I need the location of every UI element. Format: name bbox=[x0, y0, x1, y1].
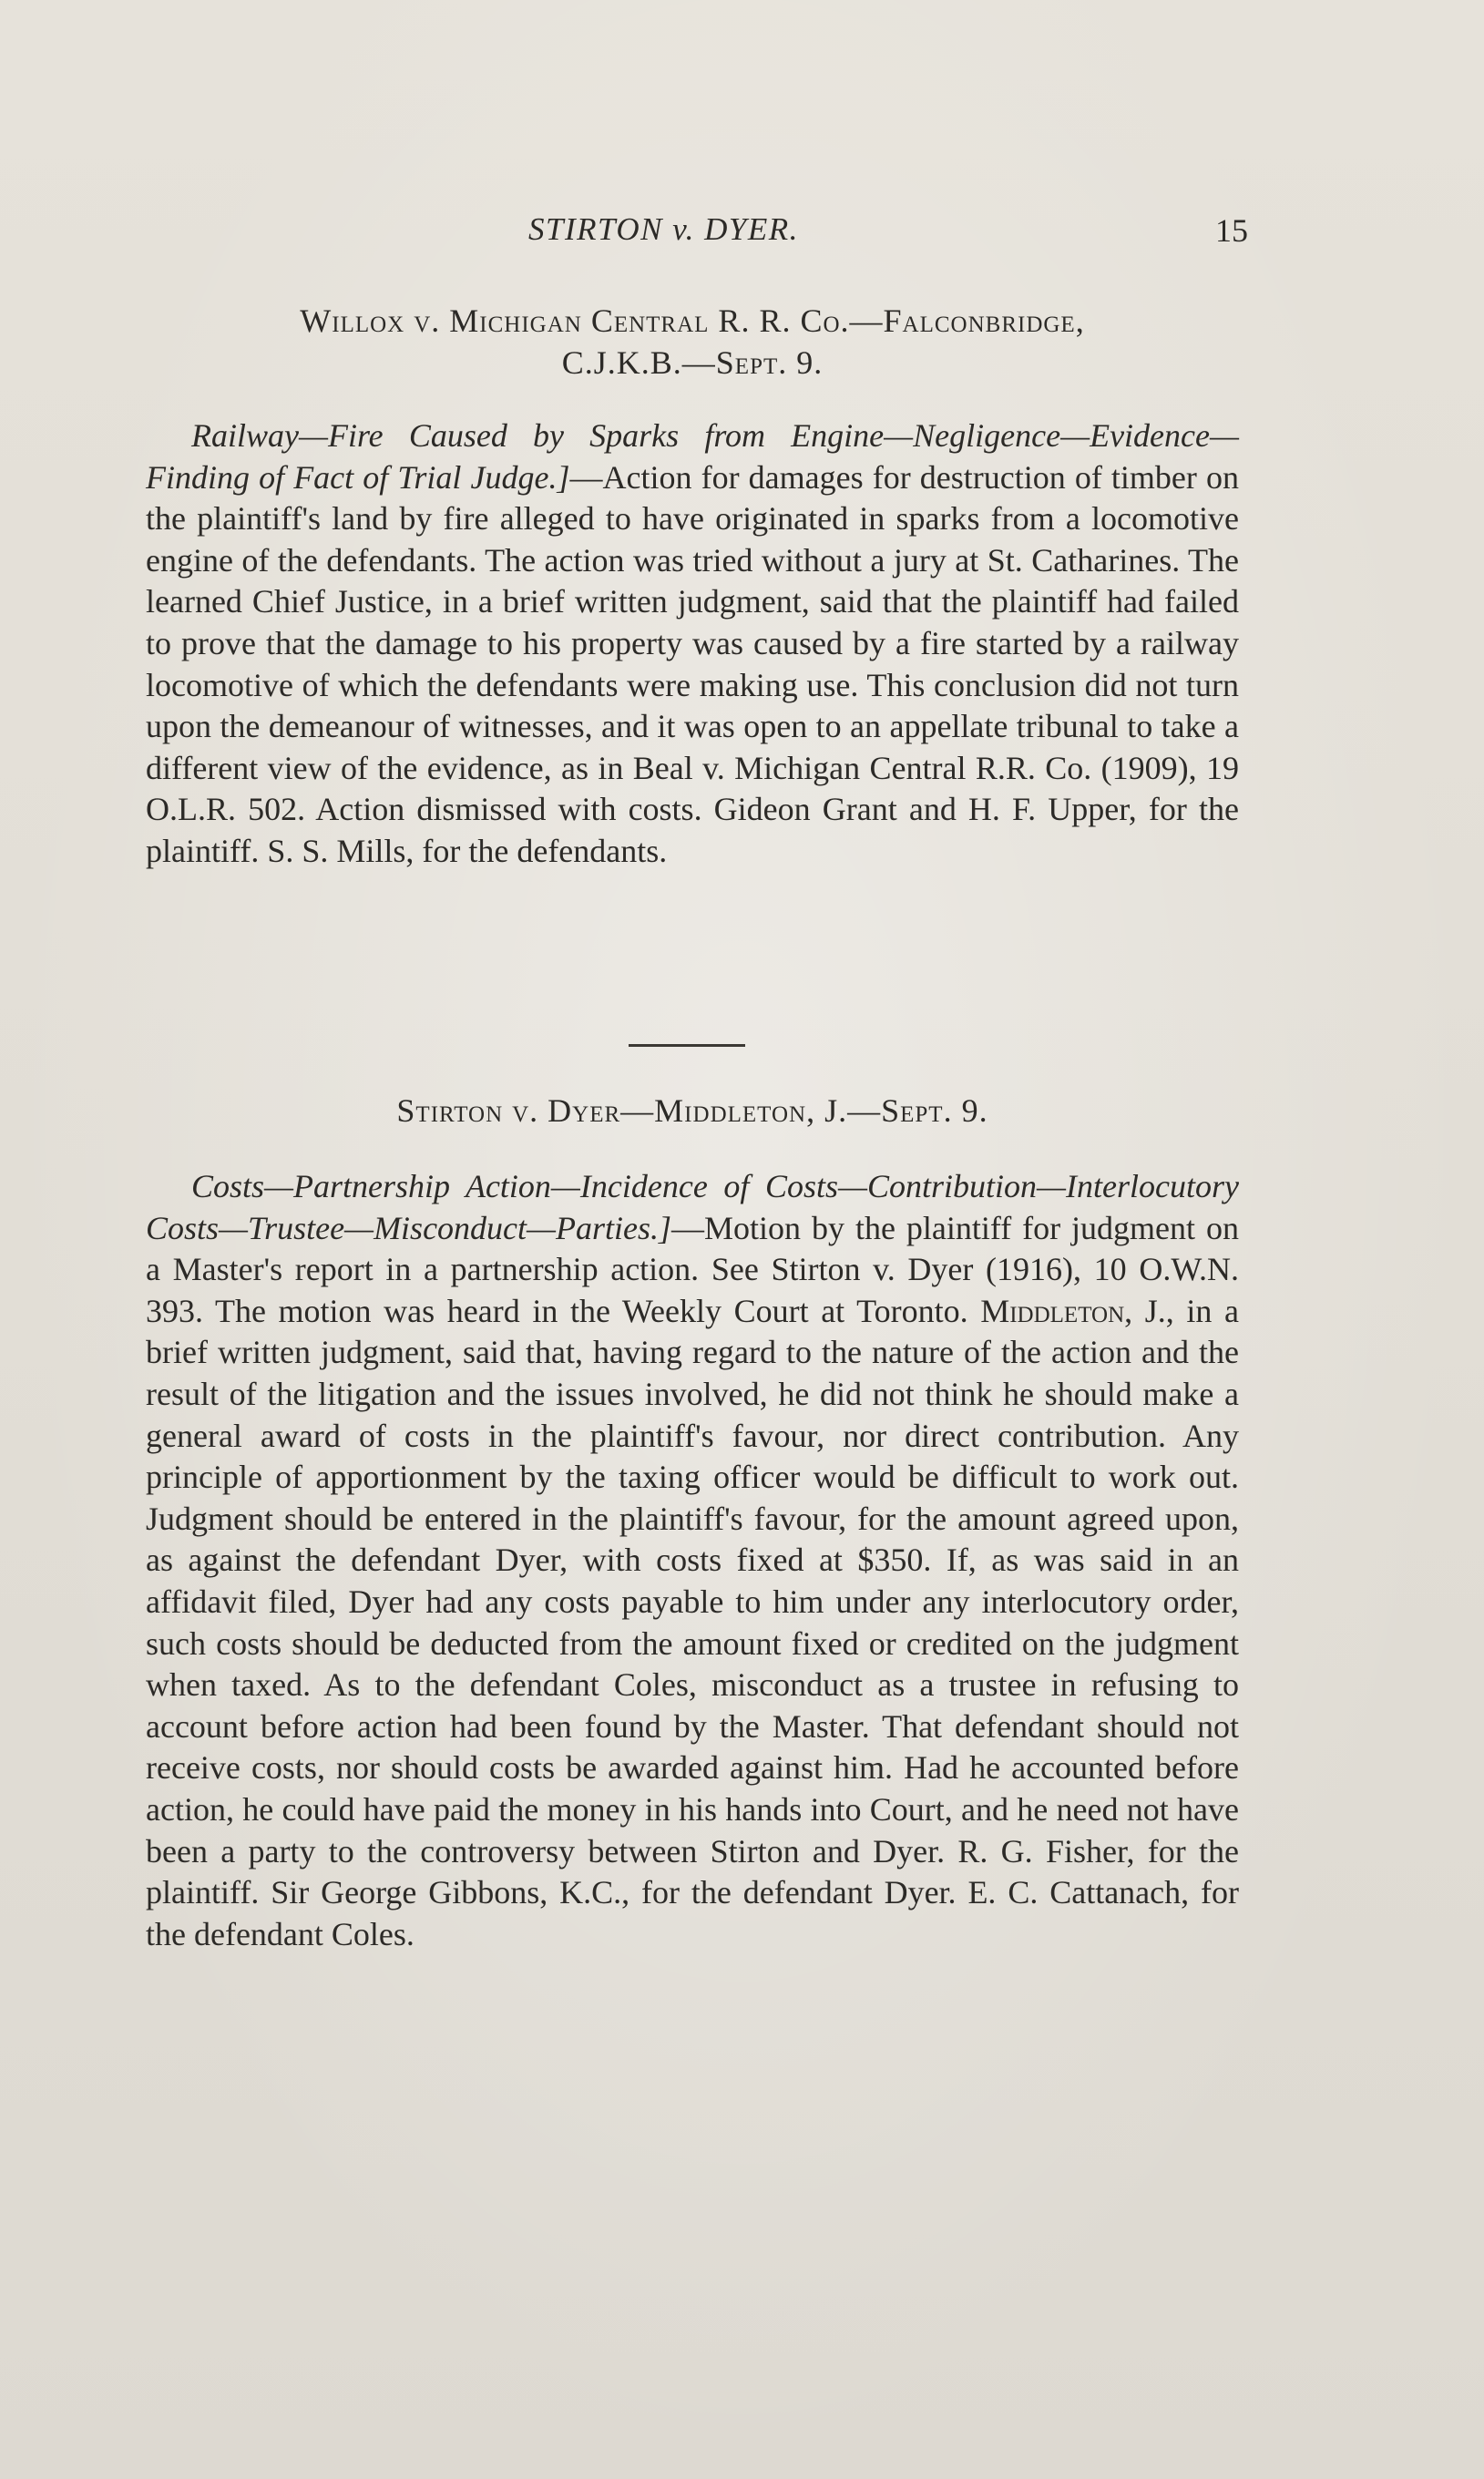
case-heading-line: C.J.K.B.—Sept. 9. bbox=[561, 343, 824, 381]
case-report-stirton bbox=[146, 1166, 1239, 1955]
case-report-willox bbox=[146, 415, 1239, 873]
case-heading-willox bbox=[146, 301, 1239, 384]
running-title: STIRTON v. DYER. bbox=[528, 211, 799, 247]
catchwords: Railway—Fire Caused by Sparks from Engine—Negligence—Evidence—Finding of Fact of Trial Judge.] bbox=[146, 417, 1239, 496]
case-heading-line: Stirton v. Dyer—Middleton, J.—Sept. 9. bbox=[396, 1092, 988, 1129]
page-number: 15 bbox=[1215, 212, 1248, 249]
case-heading-line: Willox v. Michigan Central R. R. Co.—Falconbridge, bbox=[300, 302, 1085, 339]
case-heading-stirton bbox=[146, 1091, 1239, 1132]
running-head bbox=[146, 211, 1248, 259]
report-body: —Action for damages for destruction of timber on the plaintiff's land by fire alleged to have originated in sparks from a locomotive engine of the defendants. The action was tried without a jury at St. Catharines. The learned Chief Justice, in a brief written judgment, said that the plaintiff had failed to prove that the damage to his property was caused by a fire started by a railway locomotive of which the defendants were making use. This conclusion did not turn upon the demeanour of witnesses, and it was open to an appellate tribunal to take a different view of the evidence, as in Beal v. Michigan Central R.R. Co. (1909), 19 O.L.R. 502. Action dismissed with costs. Gideon Grant and H. F. Upper, for the plaintiff. S. S. Mills, for the defendants. bbox=[146, 458, 1240, 869]
report-body: , in a brief written judgment, said that, having regard to the nature of the action and the result of the litigation and the issues involved, he did not think he should make a general award of costs in the plaintiff's favour, nor direct contribution. Any principle of apportionment by the taxing officer would be difficult to work out. Judgment should be entered in the plaintiff's favour, for the amount agreed upon, as against the defendant Dyer, with costs fixed at $350. If, as was said in an affidavit filed, Dyer had any costs payable to him under any interlocutory order, such costs should be deducted from the amount fixed or credited on the judgment when taxed. As to the defendant Coles, misconduct as a trustee in refusing to account before action had been found by the Master. That defendant should not receive costs, nor should costs be awarded against him. Had he accounted before action, he could have paid the money in his hands into Court, and he need not have been a party to the controversy between Stirton and Dyer. R. G. Fisher, for the plaintiff. Sir George Gibbons, K.C., for the defendant Dyer. E. C. Cattanach, for the defendant Coles. bbox=[146, 1292, 1239, 1952]
judge-name: Middleton, J. bbox=[980, 1292, 1166, 1329]
section-divider bbox=[629, 1044, 745, 1047]
report-body: —Motion by the plaintiff for judgment on a Master's report in a partnership action. See Stirton v. Dyer (1916), 10 O.W.N. 393. The motion was heard in the Weekly Court at Toronto. bbox=[146, 1209, 1239, 1329]
catchwords: Costs—Partnership Action—Incidence of Costs—Contribution—Interlocutory Costs—Trustee—Misconduct—Parties.] bbox=[146, 1168, 1239, 1246]
